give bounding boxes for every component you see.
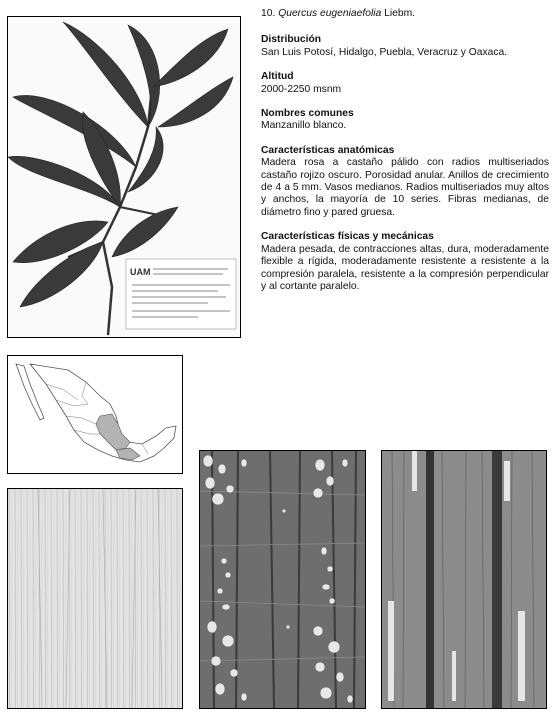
distribution-map xyxy=(7,355,183,474)
herbarium-label-logo: UAM xyxy=(130,267,151,277)
species-author: Liebm. xyxy=(384,8,416,19)
species-description xyxy=(261,8,549,305)
species-name: Quercus eugeniaefolia xyxy=(278,8,382,19)
herbarium-specimen-image xyxy=(7,16,241,338)
species-title xyxy=(261,8,549,20)
section-distribucion xyxy=(261,34,549,59)
section-nombres-comunes xyxy=(261,108,549,133)
section-heading: Características físicas y mecánicas xyxy=(261,231,434,243)
section-body: Madera rosa a castaño pálido con radios multiseriados castaño rojizo oscuro. Porosidad anular. Anillos de crecimiento de 4 a 5 mm. Vasos medianos. Radios multiseriados muy altos y anchos, la mayoría de 10 series. Fibras medianas, de diámetro fino y pared gruesa. xyxy=(261,157,549,218)
section-heading: Altitud xyxy=(261,71,294,83)
section-body: Manzanillo blanco. xyxy=(261,120,347,132)
species-number: 10. xyxy=(261,8,276,19)
section-body: 2000-2250 msnm xyxy=(261,83,342,95)
section-heading: Nombres comunes xyxy=(261,108,354,120)
wood-tangential-image xyxy=(7,488,183,709)
wood-radial-section-image xyxy=(381,450,547,709)
wood-cross-section-image xyxy=(199,450,366,709)
section-heading: Distribución xyxy=(261,34,322,46)
section-fisicas-mecanicas xyxy=(261,231,549,293)
section-heading: Características anatómicas xyxy=(261,144,395,156)
section-altitud xyxy=(261,71,549,96)
section-anatomicas xyxy=(261,145,549,219)
section-body: San Luis Potosí, Hidalgo, Puebla, Veracruz y Oaxaca. xyxy=(261,46,508,58)
section-body: Madera pesada, de contracciones altas, dura, moderadamente flexible a rígida, moderadamente resistente a resistente a la compresión paralela, resistente a la compresión perpendicular y al cortante paralelo. xyxy=(261,243,549,292)
